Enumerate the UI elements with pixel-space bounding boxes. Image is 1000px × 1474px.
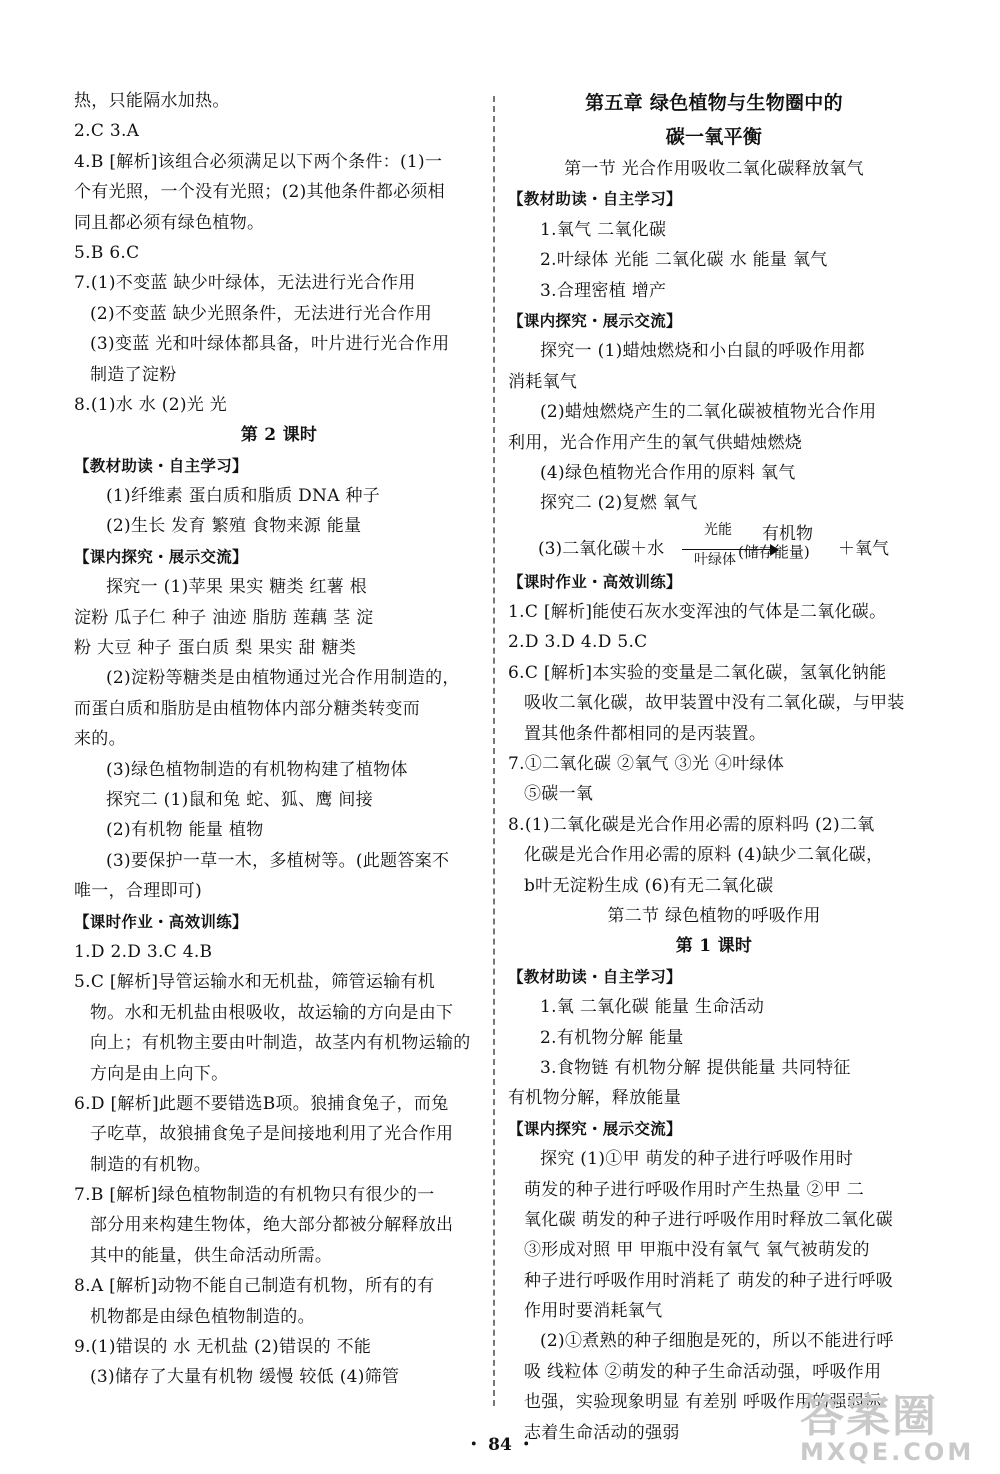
text-line: (3)要保护一草一木，多植树等。(此题答案不 — [106, 850, 450, 871]
text-line: (3)变蓝 光和叶绿体都具备，叶片进行光合作用 — [90, 334, 450, 355]
text-line: 有机物分解，释放能量 — [508, 1088, 681, 1109]
equation-condition-below: 叶绿体 — [694, 551, 736, 568]
equation-product-note: (储存能量) — [738, 542, 810, 561]
text-line: 志着生命活动的强弱 — [524, 1422, 680, 1443]
text-line: 向上；有机物主要由叶制造，故茎内有机物运输的 — [90, 1033, 471, 1054]
text-line: 7.B [解析]绿色植物制造的有机物只有很少的一 — [74, 1185, 435, 1206]
text-line: 1.C [解析]能使石灰水变浑浊的气体是二氧化碳。 — [508, 602, 887, 623]
text-line: ⑤碳一氧 — [524, 784, 594, 805]
text-line: 氧化碳 萌发的种子进行呼吸作用时释放二氧化碳 — [524, 1209, 894, 1230]
subsection-title: 第二节 绿色植物的呼吸作用 — [607, 905, 821, 926]
text-line: 7.(1)不变蓝 缺少叶绿体，无法进行光合作用 — [74, 273, 416, 294]
text-line: 2.叶绿体 光能 二氧化碳 水 能量 氧气 — [540, 250, 828, 271]
text-line: 7.①二氧化碳 ②氧气 ③光 ④叶绿体 — [508, 754, 785, 775]
subsection-title: 第 2 课时 — [240, 425, 318, 446]
page-number: ・ 84 ・ — [465, 1435, 535, 1455]
text-line: 子吃草，故狼捕食兔子是间接地利用了光合作用 — [90, 1124, 454, 1145]
column-divider — [493, 96, 495, 1406]
watermark — [800, 1391, 990, 1469]
right-bottom-section — [508, 567, 920, 1448]
text-line: 个有光照，一个没有光照；(2)其他条件都必须相 — [74, 182, 445, 203]
photosynthesis-equation — [508, 519, 920, 567]
text-line: 1.氧气 二氧化碳 — [540, 219, 667, 240]
text-line: 探究一 (1)苹果 果实 糖类 红薯 根 — [106, 577, 368, 598]
subsection-title: 第一节 光合作用吸收二氧化碳释放氧气 — [564, 159, 864, 179]
text-line: 种子进行呼吸作用时消耗了 萌发的种子进行呼吸 — [524, 1270, 894, 1291]
text-line: (2)蜡烛燃烧产生的二氧化碳被植物光合作用 — [540, 402, 877, 423]
text-line: 2.C 3.A — [74, 121, 140, 142]
text-line: 作用时要消耗氧气 — [524, 1301, 663, 1322]
equation-reactants: (3)二氧化碳＋水 — [538, 538, 665, 559]
text-line: (2)淀粉等糖类是由植物通过光合作用制造的， — [106, 668, 460, 689]
text-line: (3)绿色植物制造的有机物构建了植物体 — [106, 759, 408, 780]
text-line: 8.A [解析]动物不能自己制造有机物，所有的有 — [74, 1276, 435, 1297]
chapter-title: 第五章 绿色植物与生物圈中的 — [585, 92, 843, 114]
text-line: 热，只能隔水加热。 — [74, 91, 230, 111]
text-line: 化碳是光合作用必需的原料 (4)缺少二氧化碳， — [524, 845, 884, 866]
text-line: 而蛋白质和脂肪是由植物体内部分糖类转变而 — [74, 698, 420, 719]
text-line: b叶无淀粉生成 (6)有无二氧化碳 — [524, 875, 774, 896]
section-heading: 【课内探究・展示交流】 — [508, 311, 682, 330]
section-heading: 【课内探究・展示交流】 — [508, 1119, 682, 1138]
text-line: 消耗氧气 — [508, 371, 578, 392]
text-line: (2)①煮熟的种子细胞是死的，所以不能进行呼 — [540, 1331, 894, 1352]
text-line: 部分用来构建生物体，绝大部分都被分解释放出 — [90, 1215, 454, 1236]
text-line: ③形成对照 甲 甲瓶中没有氧气 氧气被萌发的 — [524, 1240, 870, 1261]
text-line: 利用，光合作用产生的氧气供蜡烛燃烧 — [508, 432, 803, 453]
text-line: 淀粉 瓜子仁 种子 油迹 脂肪 莲藕 茎 淀 — [74, 607, 374, 628]
text-line: 1.D 2.D 3.C 4.B — [74, 941, 213, 962]
text-line: (3)储存了大量有机物 缓慢 较低 (4)筛管 — [90, 1367, 400, 1388]
section-heading: 【课时作业・高效训练】 — [74, 912, 248, 931]
text-line: 探究二 (2)复燃 氧气 — [540, 493, 698, 514]
text-line: 8.(1)二氧化碳是光合作用必需的原料吗 (2)二氧 — [508, 814, 875, 835]
text-line: 吸 线粒体 ②萌发的种子生命活动强，呼吸作用 — [524, 1361, 882, 1382]
section-heading: 【课时作业・高效训练】 — [508, 572, 682, 591]
text-line: 8.(1)水 水 (2)光 光 — [74, 394, 228, 415]
text-line: 6.C [解析]本实验的变量是二氧化碳，氢氧化钠能 — [508, 662, 887, 683]
text-line: (4)绿色植物光合作用的原料 氧气 — [540, 462, 796, 483]
section-heading: 【教材助读・自主学习】 — [74, 456, 248, 475]
text-line: (2)生长 发育 繁殖 食物来源 能量 — [106, 516, 362, 537]
text-line: 来的。 — [74, 729, 126, 750]
text-line: 2.D 3.D 4.D 5.C — [508, 632, 648, 653]
left-column — [74, 86, 484, 1393]
text-line: 制造了淀粉 — [90, 364, 177, 385]
text-line: 吸收二氧化碳，故甲装置中没有二氧化碳，与甲装 — [524, 693, 905, 714]
text-line: (2)有机物 能量 植物 — [106, 820, 264, 841]
chapter-title: 碳一氧平衡 — [665, 126, 763, 148]
text-line: 也强，实验现象明显 有差别 呼吸作用的强弱标 — [524, 1392, 882, 1413]
equation-condition-above: 光能 — [704, 521, 732, 538]
text-line: 置其他条件都相同的是丙装置。 — [524, 723, 767, 744]
text-line: 探究二 (1)鼠和兔 蛇、狐、鹰 间接 — [106, 789, 373, 810]
text-line: 唯一，合理即可) — [74, 881, 203, 902]
text-line: 4.B [解析]该组合必须满足以下两个条件：(1)一 — [74, 151, 443, 172]
text-line: 其中的能量，供生命活动所需。 — [90, 1245, 333, 1266]
text-line: 制造的有机物。 — [90, 1154, 212, 1175]
text-line: 9.(1)错误的 水 无机盐 (2)错误的 不能 — [74, 1337, 372, 1358]
text-line: 方向是由上向下。 — [90, 1063, 229, 1084]
text-line: (1)纤维素 蛋白质和脂质 DNA 种子 — [106, 486, 381, 507]
text-line: 粉 大豆 种子 蛋白质 梨 果实 甜 糖类 — [74, 638, 357, 659]
text-line: 5.B 6.C — [74, 242, 140, 263]
subsection-title: 第 1 课时 — [675, 936, 753, 957]
text-line: 3.食物链 有机物分解 提供能量 共同特征 — [540, 1057, 851, 1078]
text-line: 6.D [解析]此题不要错选B项。狼捕食兔子，而兔 — [74, 1093, 449, 1114]
text-line: 3.合理密植 增产 — [540, 280, 667, 301]
equation-product-organic: 有机物 — [762, 523, 813, 544]
section-heading: 【课内探究・展示交流】 — [74, 547, 248, 566]
watermark-title: 答案圈 — [800, 1391, 938, 1442]
text-line: 1.氧 二氧化碳 能量 生命活动 — [540, 997, 765, 1018]
equation-product-oxygen: ＋氧气 — [838, 538, 889, 559]
text-line: (2)不变蓝 缺少光照条件，无法进行光合作用 — [90, 303, 433, 324]
text-line: 5.C [解析]导管运输水和无机盐，筛管运输有机 — [74, 972, 436, 993]
section-heading: 【教材助读・自主学习】 — [508, 190, 682, 209]
text-line: 同且都必须有绿色植物。 — [74, 212, 265, 233]
text-line: 2.有机物分解 能量 — [540, 1027, 684, 1048]
right-column — [508, 86, 920, 1448]
section-heading: 【教材助读・自主学习】 — [508, 967, 682, 986]
text-line: 机物都是由绿色植物制造的。 — [90, 1306, 315, 1327]
watermark-url: MXQE.COM — [800, 1438, 975, 1466]
text-line: 探究一 (1)蜡烛燃烧和小白鼠的呼吸作用都 — [540, 341, 865, 362]
right-top-section — [508, 86, 920, 519]
text-line: 萌发的种子进行呼吸作用时产生热量 ②甲 二 — [524, 1179, 865, 1200]
text-line: 探究 (1)①甲 萌发的种子进行呼吸作用时 — [540, 1149, 854, 1170]
text-line: 物。水和无机盐由根吸收，故运输的方向是由下 — [90, 1002, 454, 1023]
